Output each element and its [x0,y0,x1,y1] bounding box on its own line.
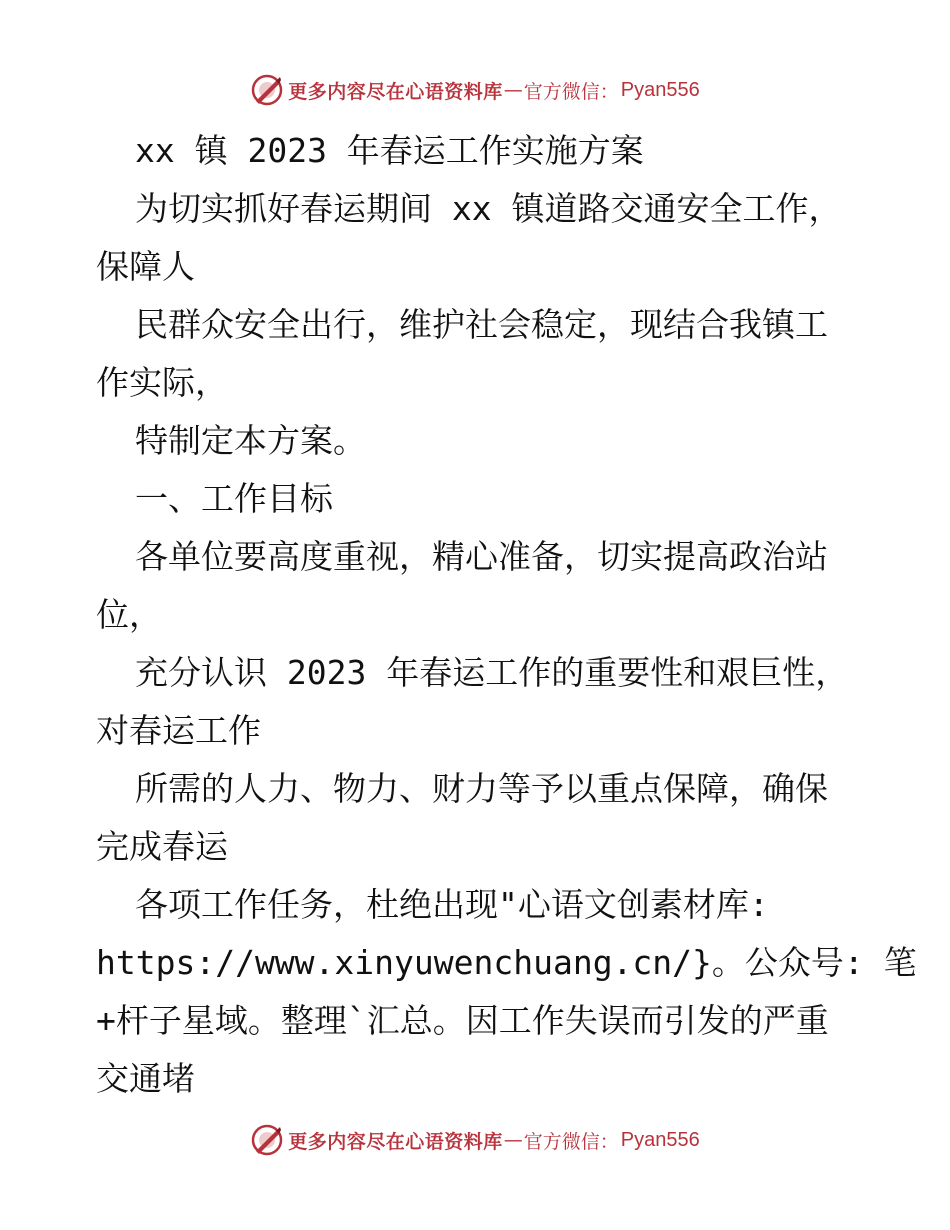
text-line: 各项工作任务，杜绝出现"心语文创素材库: [135,885,769,924]
banner-main-text: 更多内容尽在心语资料库 [288,1130,503,1153]
header-watermark-banner [0,70,950,110]
document-title: xx 镇 2023 年春运工作实施方案 [135,131,644,170]
logo-icon [250,1123,284,1157]
text-line: 民群众安全出行，维护社会稳定，现结合我镇工 [135,305,828,344]
banner-official-label: 官方微信： [523,1130,619,1153]
logo-icon [250,73,284,107]
text-line: 所需的人力、物力、财力等予以重点保障，确保 [135,769,828,808]
text-line: 作实际， [96,363,228,402]
banner-wechat-id: Pyan556 [620,1128,700,1151]
text-line: 保障人 [96,247,195,286]
text-line: 各单位要高度重视，精心准备，切实提高政治站 [135,537,828,576]
text-line: +杆子星域。整理`汇总。因工作失误而引发的严重 [96,1001,829,1040]
text-line: 完成春运 [96,827,228,866]
footer-watermark-banner [0,1120,950,1160]
text-line: 充分认识 2023 年春运工作的重要性和艰巨性， [135,653,849,692]
banner-official-label: 官方微信： [523,80,619,103]
text-line: 交通堵 [96,1059,195,1098]
section-heading: 一、工作目标 [135,479,333,518]
text-line: https://www.xinyuwenchuang.cn/}。公众号: 笔 [96,943,917,982]
banner-dash: — [503,1129,523,1151]
text-line: 为切实抓好春运期间 xx 镇道路交通安全工作， [135,189,842,228]
text-line: 特制定本方案。 [135,421,366,460]
banner-dash: — [503,79,523,101]
text-line: 对春运工作 [96,711,261,750]
banner-main-text: 更多内容尽在心语资料库 [288,80,503,103]
document-body [96,122,917,1108]
text-line: 位， [96,595,162,634]
banner-wechat-id: Pyan556 [620,78,700,101]
